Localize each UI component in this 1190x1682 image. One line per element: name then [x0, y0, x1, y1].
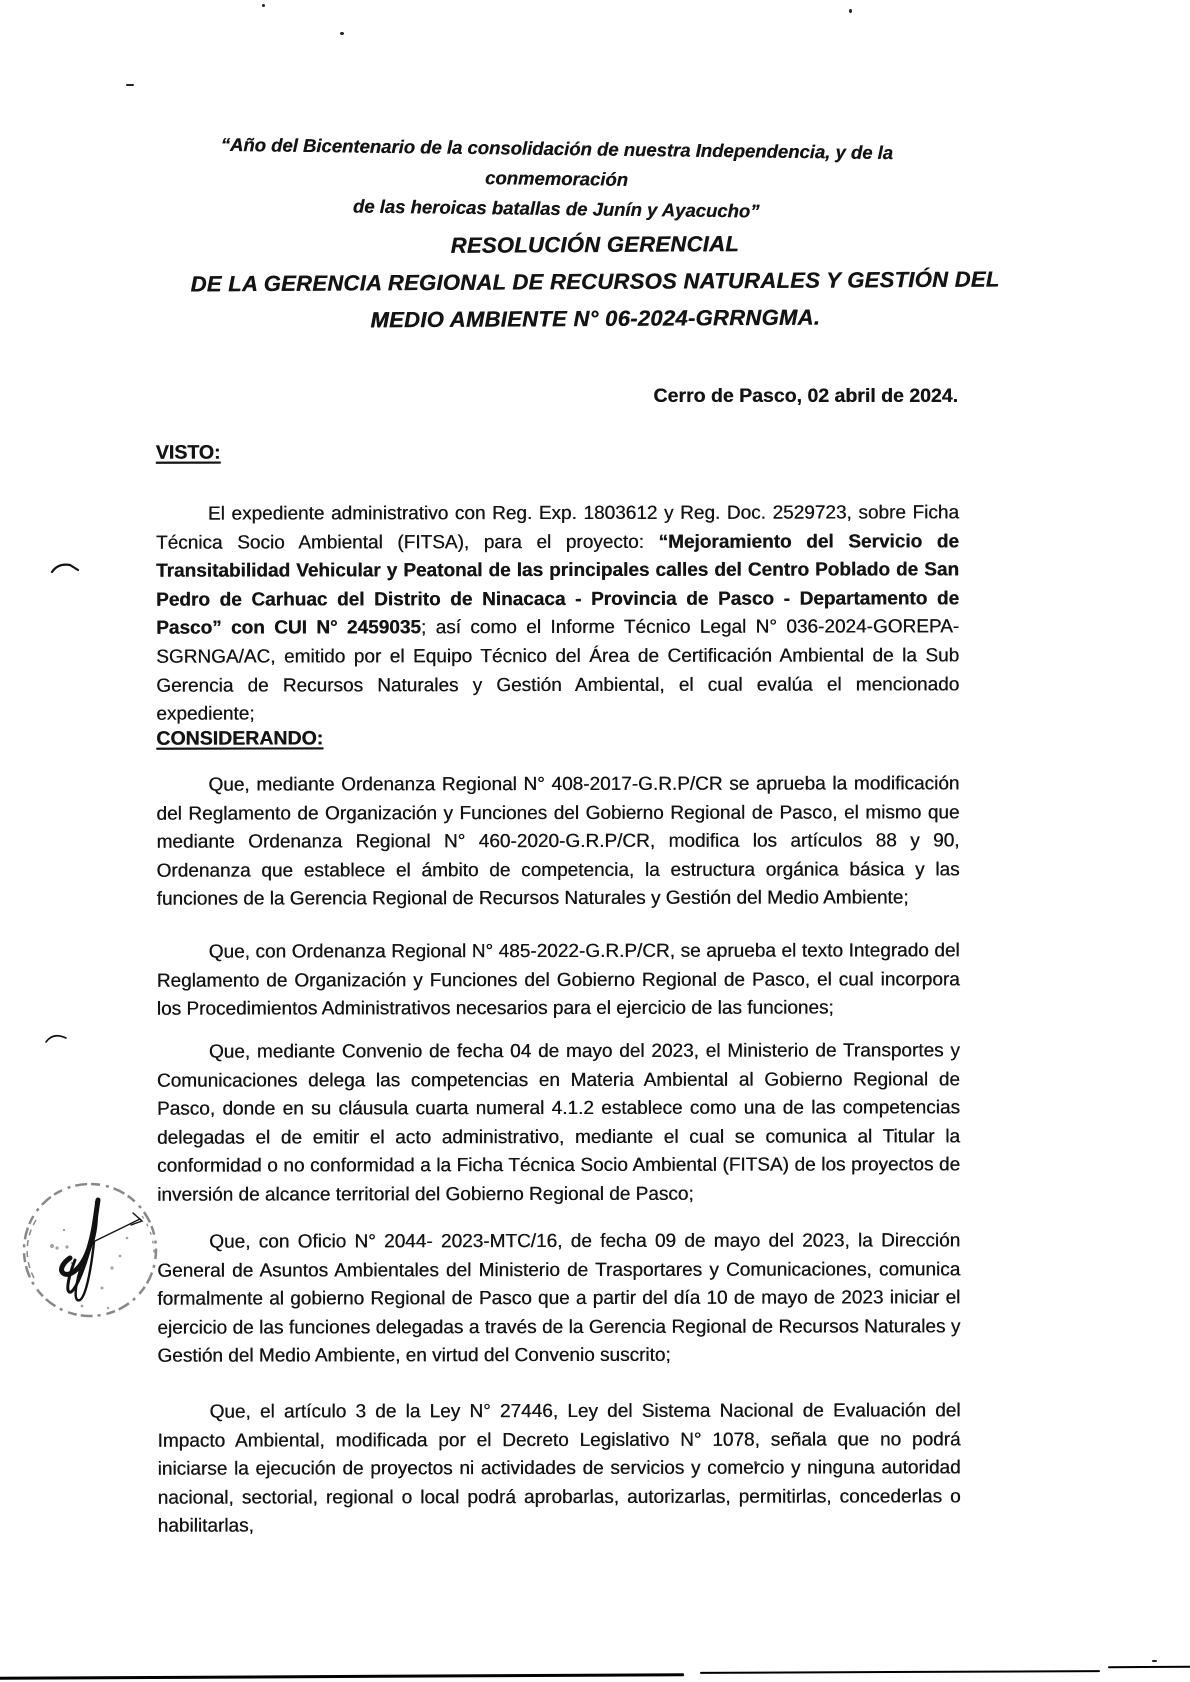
- considerando-paragraph-1: Que, mediante Ordenanza Regional N° 408-2017-G.R.P/CR se aprueba la modificación del Reglamento de Organización y Funciones del Gobierno Regional de Pasco, el mismo que mediante Ordenanza Regional N° 460-2020-G.R.P/CR, modifica los artículos 88 y 90, Ordenanza que establece el ámbito de competencia, la estructura orgánica básica y las funciones de la Gerencia Regional de Recursos Naturales y Gestión del Medio Ambiente;: [156, 773, 960, 911]
- scan-speck: [849, 9, 852, 13]
- visto-paragraph: El expediente administrativo con Reg. Exp. 1803612 y Reg. Doc. 2529723, sobre Ficha Técnica Socio Ambiental (FITSA), para el proyecto: “Mejoramiento del Servicio de Transitabilidad Vehicular y Peatonal de las principales calles del Centro Poblado de San Pedro de Carhuac del Distrito de Ninacaca - Provincia de Pasco - Departamento de Pasco” con CUI N° 2459035; así como el Informe Técnico Legal N° 036-2024-GOREPA-SGRNGA/AC, emitido por el Equipo Técnico del Área de Certificación Ambiental de la Sub Gerencia de Recursos Naturales y Gestión Ambiental, el cual evalúa el mencionado expediente;: [155, 502, 960, 725]
- place-date-line: Cerro de Pasco, 02 abril de 2024.: [653, 385, 958, 407]
- pen-arc-mark: [50, 560, 84, 576]
- year-motto-line2: de las heroicas batallas de Junín y Ayacucho”: [352, 195, 760, 222]
- considerando-paragraph-4: Que, con Oficio N° 2044- 2023-MTC/16, de fecha 09 de mayo del 2023, la Dirección General de Asuntos Ambientales del Ministerio de Trasportares y Comunicaciones, comunica formalmente al gobierno Regional de Pasco que a partir del día 10 de mayo de 2023 iniciar el ejercicio de las funciones delegadas a través de la Gerencia Regional de Recursos Naturales y Gestión del Medio Ambiente, en virtud del Convenio suscrito;: [157, 1230, 961, 1368]
- considerando-heading: CONSIDERANDO:: [156, 727, 324, 750]
- year-motto-line1: “Año del Bicentenario de la consolidación de nuestra Independencia, y de la conmemoración: [220, 133, 894, 190]
- considerando-paragraph-3: Que, mediante Convenio de fecha 04 de mayo del 2023, el Ministerio de Transportes y Comunicaciones delega las competencias en Materia Ambiental al Gobierno Regional de Pasco, donde en su cláusula cuarta numeral 4.1.2 establece como una de las competencias delegadas el de emitir el acto administrativo, mediante el cual se comunica al Titular la conformidad o no conformidad a la Ficha Técnica Socio Ambiental (FITSA) de los proyectos de inversión de alcance territorial del Gobierno Regional de Pasco;: [156, 1040, 961, 1206]
- considerando-paragraph-2: Que, con Ordenanza Regional N° 485-2022-G.R.P/CR, se aprueba el texto Integrado del Reglamento de Organización y Funciones del Gobierno Regional de Pasco, el cual incorpora los Procedimientos Administrativos necesarios para el ejercicio de las funciones;: [156, 940, 960, 1020]
- year-motto-quote: [154, 129, 958, 229]
- scanner-edge-line: [700, 1670, 1100, 1674]
- resolution-title: [0, 222, 1190, 340]
- resolution-title-line3: MEDIO AMBIENTE N° 06-2024-GRRNGMA.: [370, 304, 821, 333]
- scanner-edge-line: [1108, 1666, 1190, 1668]
- visto-heading: VISTO:: [155, 441, 221, 464]
- pen-arc-mark: [44, 1030, 74, 1046]
- scan-speck: [126, 84, 134, 86]
- scanner-edge-line: [0, 1673, 684, 1680]
- considerando-paragraph-5: Que, el artículo 3 de la Ley N° 27446, Ley del Sistema Nacional de Evaluación del Impacto Ambiental, modificada por el Decreto Legislativo N° 1078, señala que no podrá iniciarse la ejecución de proyectos ni actividades de servicios y comercio y ninguna autoridad nacional, sectorial, regional o local podrá aprobarlas, autorizarlas, permitirlas, concederlas o habilitarlas,: [157, 1400, 961, 1538]
- scan-speck: [340, 32, 344, 35]
- resolution-title-line1: RESOLUCIÓN GERENCIAL: [450, 231, 740, 258]
- scan-speck: [262, 4, 265, 7]
- resolution-title-line2: DE LA GERENCIA REGIONAL DE RECURSOS NATURALES Y GESTIÓN DEL: [190, 266, 1000, 297]
- scan-speck: [1152, 1660, 1157, 1662]
- ink-stamp-signature: [12, 1168, 176, 1338]
